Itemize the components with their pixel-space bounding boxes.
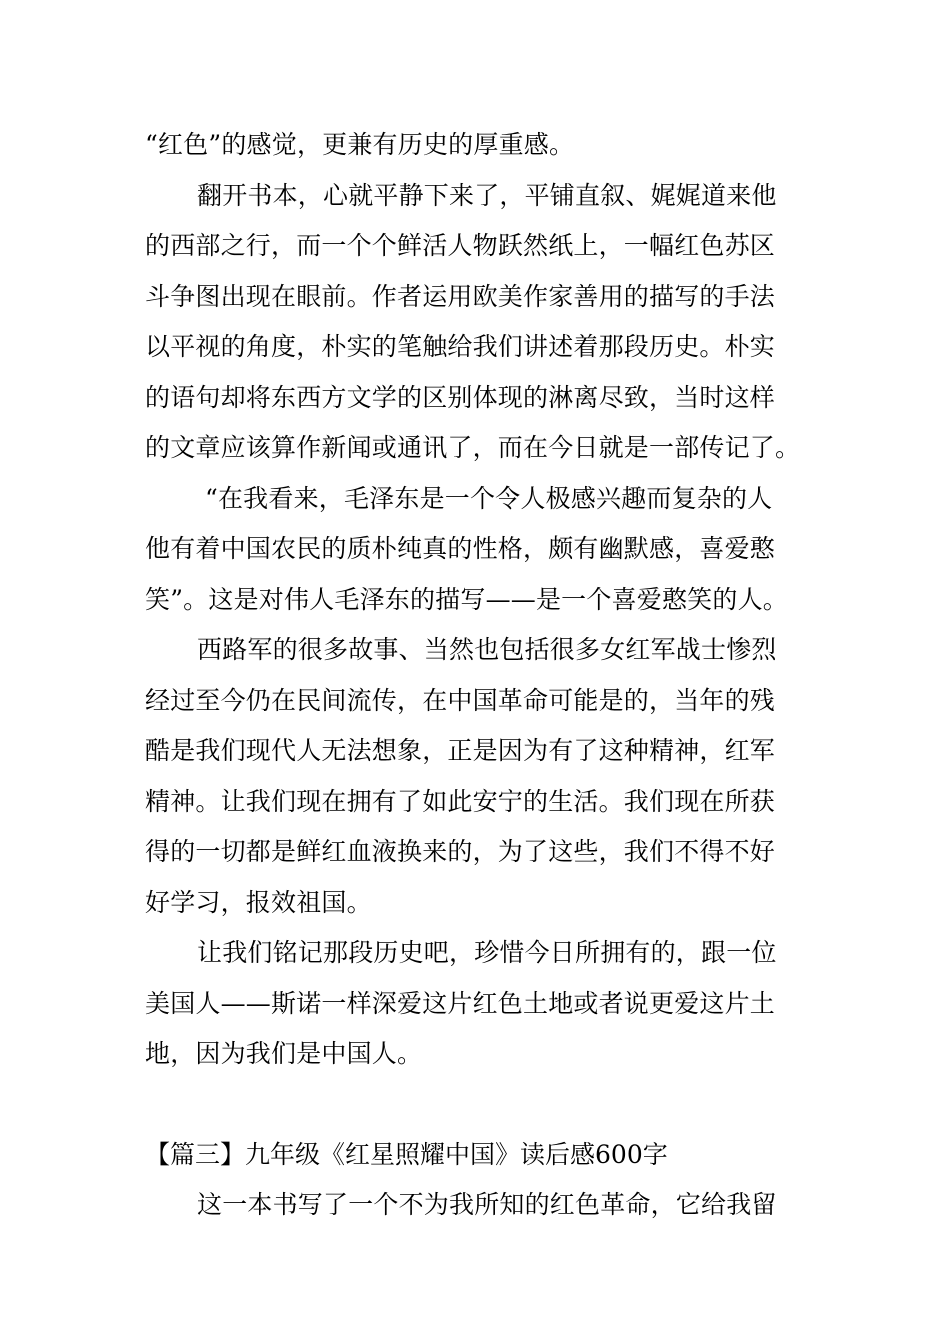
- paragraph-line: 西路军的很多故事、当然也包括很多女红军战士惨烈: [197, 635, 777, 664]
- paragraph-line: 让我们铭记那段历史吧，珍惜今日所拥有的，跟一位: [197, 938, 777, 967]
- document-body: [145, 120, 807, 1231]
- paragraph-line: 这一本书写了一个不为我所知的红色革命，它给我留: [197, 1190, 777, 1219]
- paragraph-line: 的文章应该算作新闻或通讯了，而在今日就是一部传记了。: [145, 433, 801, 462]
- section-spacer: [145, 1080, 807, 1130]
- paragraph-line: 翻开书本，心就平静下来了，平铺直叙、娓娓道来他: [197, 180, 777, 210]
- paragraph-line: 得的一切都是鲜红血液换来的，为了这些，我们不得不好: [145, 837, 776, 866]
- paragraph-line: 经过至今仍在民间流传，在中国革命可能是的，当年的残: [145, 685, 776, 715]
- paragraph-line: 地，因为我们是中国人。: [145, 1039, 423, 1068]
- paragraph-line: 的西部之行，而一个个鲜活人物跃然纸上，一幅红色苏区: [145, 231, 776, 260]
- paragraph-line: “红色”的感觉，更兼有历史的厚重感。: [145, 130, 575, 159]
- paragraph-line: 美国人——斯诺一样深爱这片红色土地或者说更爱这片土: [145, 988, 776, 1018]
- paragraph-line: 酷是我们现代人无法想象，正是因为有了这种精神，红军: [145, 736, 776, 765]
- paragraph-line: 他有着中国农民的质朴纯真的性格，颇有幽默感，喜爱憨: [145, 534, 776, 563]
- paragraph-line: 以平视的角度，朴实的笔触给我们讲述着那段历史。朴实: [145, 332, 776, 361]
- paragraph-line: 笑”。这是对伟人毛泽东的描写——是一个喜爱憨笑的人。: [145, 584, 788, 614]
- paragraph-line: 斗争图出现在眼前。作者运用欧美作家善用的描写的手法: [145, 281, 776, 311]
- section-heading: 【篇三】九年级《红星照耀中国》读后感600字: [145, 1139, 668, 1169]
- paragraph-line: 精神。让我们现在拥有了如此安宁的生活。我们现在所获: [145, 786, 776, 816]
- paragraph-line: 好学习，报效祖国。: [145, 887, 372, 917]
- paragraph-line: “在我看来，毛泽东是一个令人极感兴趣而复杂的人: [205, 483, 773, 513]
- paragraph-line: 的语句却将东西方文学的区别体现的淋离尽致，当时这样: [145, 382, 776, 412]
